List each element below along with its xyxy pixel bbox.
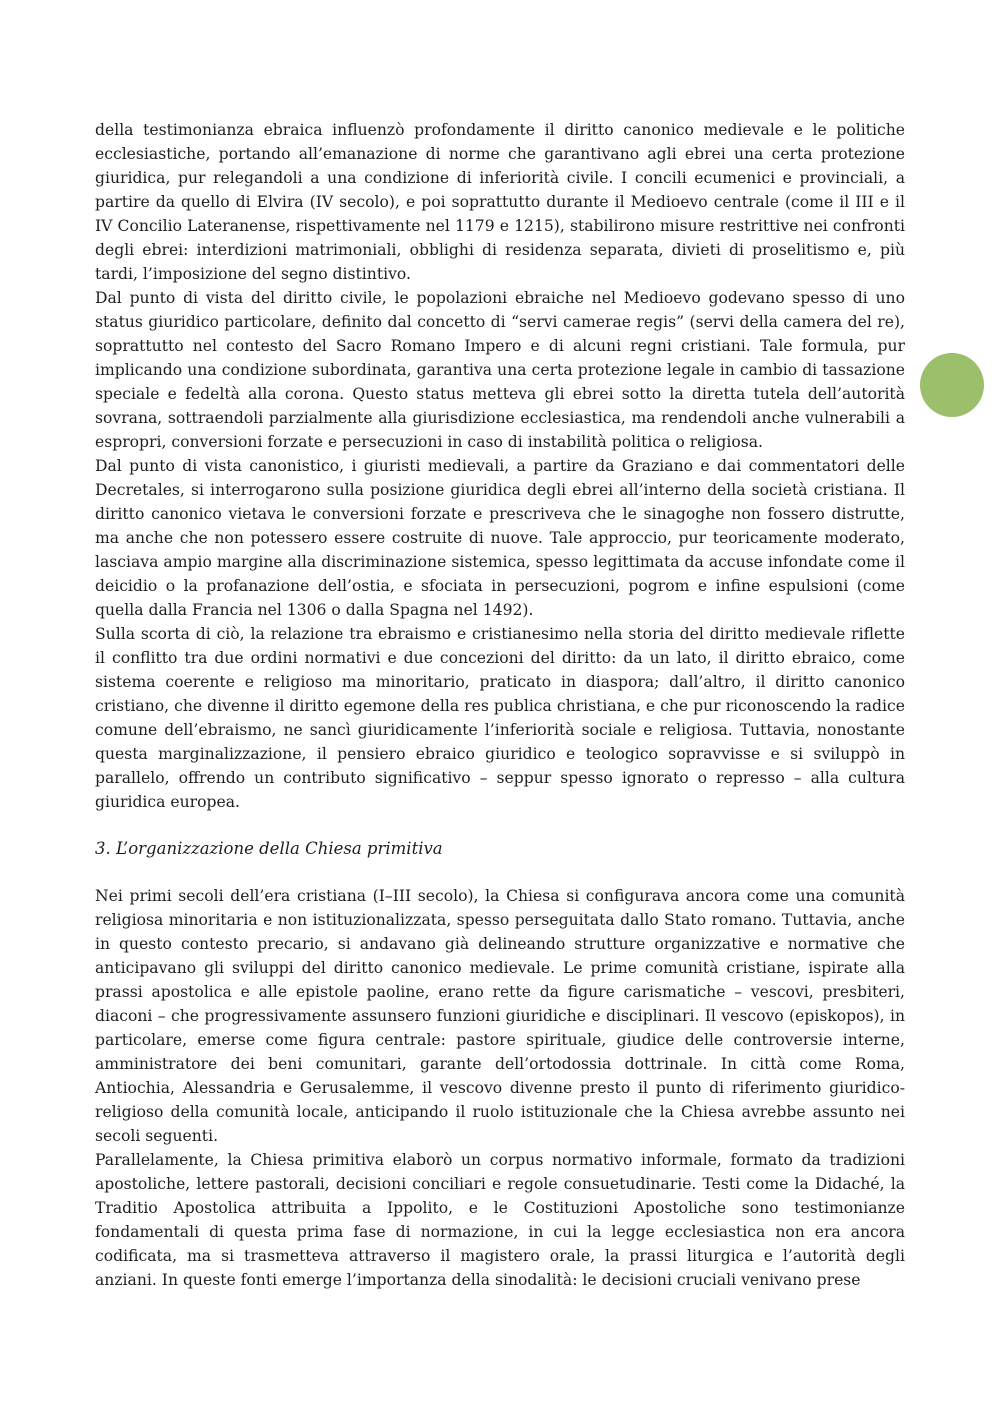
body-text — [95, 118, 905, 1292]
paragraph: Sulla scorta di ciò, la relazione tra ebraismo e cristianesimo nella storia del diritto medievale riflette il conflitto tra due ordini normativi e due concezioni del diritto: da un lato, il diritto ebraico, come sistema coerente e religioso ma minoritario, praticato in diaspora; dall’altro, il diritto canonico cristiano, che divenne il diritto egemone della res publica christiana, e che pur riconoscendo la radice comune dell’ebraismo, ne sancì giuridicamente l’inferiorità sociale e religiosa. Tuttavia, nonostante questa marginalizzazione, il pensiero ebraico giuridico e teologico sopravvisse e si sviluppò in parallelo, offrendo un contributo significativo – seppur spesso ignorato o represso – alla cultura giuridica europea. — [95, 625, 905, 811]
paragraph: Parallelamente, la Chiesa primitiva elaborò un corpus normativo informale, formato da tradizioni apostoliche, lettere pastorali, decisioni conciliari e regole consuetudinarie. Testi come la Didaché, la Traditio Apostolica attribuita a Ippolito, e le Costituzioni Apostoliche sono testimonianze fondamentali di questa prima fase di normazione, in cui la legge ecclesiastica non era ancora codificata, ma si trasmetteva attraverso il magistero orale, la prassi liturgica e l’autorità degli anziani. In queste fonti emerge l’importanza della sinodalità: le decisioni cruciali venivano prese — [95, 1151, 905, 1289]
paragraph: della testimonianza ebraica influenzò profondamente il diritto canonico medievale e le politiche ecclesiastiche, portando all’emanazione di norme che garantivano agli ebrei una certa protezione giuridica, pur relegandoli a una condizione di inferiorità civile. I concili ecumenici e provinciali, a partire da quello di Elvira (IV secolo), e poi soprattutto durante il Medioevo centrale (come il III e il IV Concilio Lateranense, rispettivamente nel 1179 e 1215), stabilirono misure restrittive nei confronti degli ebrei: interdizioni matrimoniali, obblighi di residenza separata, divieti di proselitismo e, più tardi, l’imposizione del segno distintivo. — [95, 121, 905, 283]
section-heading: 3. L’organizzazione della Chiesa primitiva — [95, 839, 443, 858]
green-circle-marker — [920, 353, 984, 417]
paragraph: Nei primi secoli dell’era cristiana (I–III secolo), la Chiesa si configurava ancora come una comunità religiosa minoritaria e non istituzionalizzata, spesso perseguitata dallo Stato romano. Tuttavia, anche in questo contesto precario, si andavano già delineando strutture organizzative e normative che anticipavano gli sviluppi del diritto canonico medievale. Le prime comunità cristiane, ispirate alla prassi apostolica e alle epistole paoline, erano rette da figure carismatiche – vescovi, presbiteri, diaconi – che progressivamente assunsero funzioni giuridiche e disciplinari. Il vescovo (episkopos), in particolare, emerse come figura centrale: pastore spirituale, giudice delle controversie interne, amministratore dei beni comunitari, garante dell’ortodossia dottrinale. In città come Roma, Antiochia, Alessandria e Gerusalemme, il vescovo divenne presto il punto di riferimento giuridico-religioso della comunità locale, anticipando il ruolo istituzionale che la Chiesa avrebbe assunto nei secoli seguenti. — [95, 887, 905, 1145]
paragraph: Dal punto di vista canonistico, i giuristi medievali, a partire da Graziano e dai commentatori delle Decretales, si interrogarono sulla posizione giuridica degli ebrei all’interno della società cristiana. Il diritto canonico vietava le conversioni forzate e prescriveva che le sinagoghe non fossero distrutte, ma anche che non potessero essere costruite di nuove. Tale approccio, pur teoricamente moderato, lasciava ampio margine alla discriminazione sistemica, spesso legittimata da accuse infondate come il deicidio o la profanazione dell’ostia, e sfociata in persecuzioni, pogrom e infine espulsioni (come quella dalla Francia nel 1306 o dalla Spagna nel 1492). — [95, 457, 905, 619]
paragraph: Dal punto di vista del diritto civile, le popolazioni ebraiche nel Medioevo godevano spesso di uno status giuridico particolare, definito dal concetto di “servi camerae regis” (servi della camera del re), soprattutto nel contesto del Sacro Romano Impero e di alcuni regni cristiani. Tale formula, pur implicando una condizione subordinata, garantiva una certa protezione legale in cambio di tassazione speciale e fedeltà alla corona. Questo status metteva gli ebrei sotto la diretta tutela dell’autorità sovrana, sottraendoli parzialmente alla giurisdizione ecclesiastica, ma rendendoli anche vulnerabili a espropri, conversioni forzate e persecuzioni in caso di instabilità politica o religiosa. — [95, 289, 905, 451]
